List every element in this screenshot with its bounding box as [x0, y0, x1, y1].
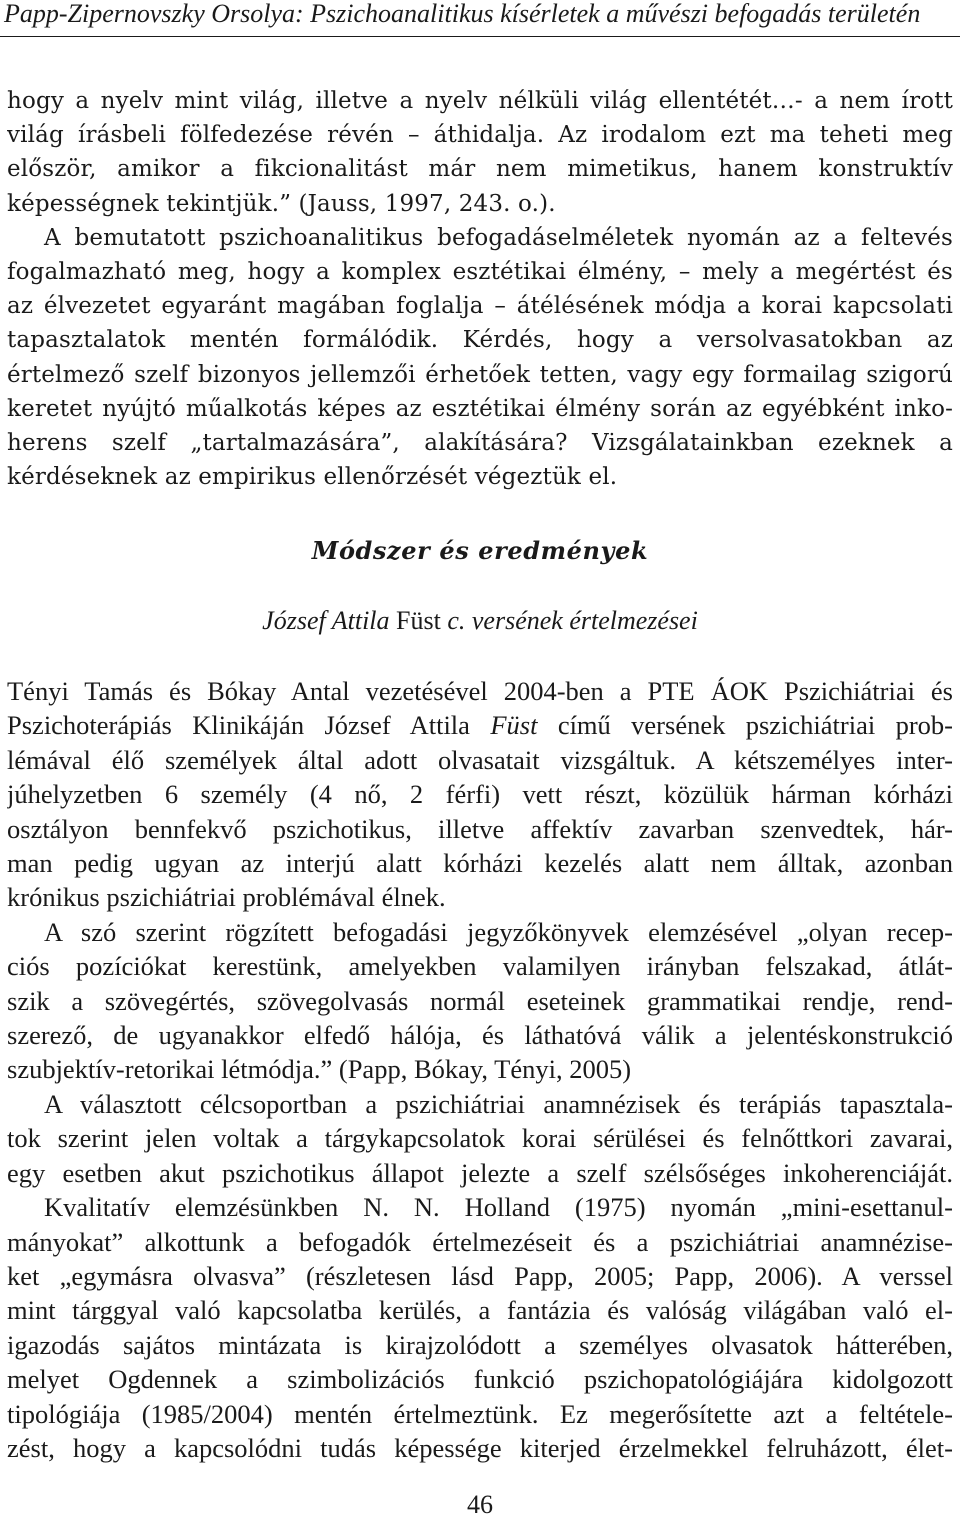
- poem-title: Füst: [490, 710, 538, 741]
- text-line: man pedig ugyan az interjú alatt kórházi kezelés alatt nem álltak, azonban: [7, 848, 953, 879]
- text-line: A szó szerint rögzített befogadási jegyzőkönyvek elemzésével „olyan recep-: [44, 916, 953, 947]
- text-line: ket „egymásra olvasva” (részletesen lásd Papp, 2005; Papp, 2006). A verssel: [7, 1260, 953, 1291]
- text-line: képességnek tekintjük.” (Jauss, 1997, 243. o.).: [7, 190, 556, 217]
- text-line: tok szerint jelen voltak a tárgykapcsolatok korai sérülései és felnőttkori zavarai,: [7, 1123, 953, 1154]
- subtitle-poet: József Attila: [262, 606, 390, 635]
- text-line: tipológiája (1985/2004) mentén értelmeztünk. Ez megerősítette azt a feltétele-: [7, 1398, 953, 1429]
- text-line: értelmező szelf bizonyos jellemzői érhetőek tetten, vagy egy formailag szigorú: [7, 361, 953, 388]
- text-line: hogy a nyelv mint világ, illetve a nyelv nélküli világ ellentétét…- a nem írott: [7, 88, 953, 114]
- text-fragment: Pszichoterápiás Klinikáján József Attila: [7, 710, 470, 741]
- text-line: krónikus pszichiátriai problémával élnek.: [7, 882, 446, 913]
- text-line: először, amikor a fikcionalitást már nem mimetikus, hanem konstruktív: [7, 156, 953, 183]
- method-paragraphs: [7, 674, 953, 1465]
- text-line: Tényi Tamás és Bókay Antal vezetésével 2004-ben a PTE ÁOK Pszichiátriai és: [7, 676, 953, 706]
- text-fragment: című versének pszichiátriai prob-: [557, 710, 953, 741]
- text-line: zést, hogy a kapcsolódni tudás képessége kiterjed érzelmekkel felruházott, élet-: [7, 1432, 953, 1463]
- text-line: osztályon bennfekvő pszichotikus, illetve affektív zavarban szenvedtek, hár-: [7, 813, 953, 844]
- subtitle-rest: c. versének értelmezései: [447, 606, 698, 635]
- text-line: herens szelf „tartalmazására”, alakítására? Vizsgálatainkban ezeknek a: [7, 429, 953, 456]
- header-rule: [0, 36, 960, 37]
- text-line: keretet nyújtó műalkotás képes az esztétikai élmény során az egyébként inko-: [7, 395, 953, 422]
- text-line: A bemutatott pszichoanalitikus befogadáselméletek nyomán az a feltevés: [44, 224, 953, 251]
- text-line: szerező, de ugyanakkor elfedő hálója, és láthatóvá válik a jelentéskonstrukció: [7, 1020, 953, 1051]
- text-line: ciós pozíciókat kerestünk, amelyekben valamilyen irányban felszakad, átlát-: [7, 951, 953, 982]
- text-line: Kvalitatív elemzésünkben N. N. Holland (1975) nyomán „mini-esettanul-: [44, 1192, 953, 1223]
- text-line: világ írásbeli fölfedezése révén – áthidalja. Az irodalom ezt ma teheti meg: [7, 122, 953, 149]
- text-line: mányokat” alkottunk a befogadók értelmezéseit és a pszichiátriai anamnézise-: [7, 1226, 953, 1257]
- text-line: tapasztalatok mentén formálódik. Kérdés, hogy a versolvasatokban az: [7, 327, 953, 354]
- text-line: igazodás sajátos mintázata is kirajzolódott a személyes olvasatok hátterében,: [7, 1329, 953, 1360]
- text-line: szubjektív-retorikai létmódja.” (Papp, Bókay, Tényi, 2005): [7, 1054, 632, 1085]
- text-line: A választott célcsoportban a pszichiátriai anamnézisek és terápiás tapasztala-: [44, 1088, 953, 1119]
- text-line: az élvezetet egyaránt magában foglalja – átélésének módja a korai kapcsolati: [7, 293, 953, 320]
- subtitle-poem: Füst: [396, 606, 441, 635]
- text-line: júhelyzetben 6 személy (4 nő, 2 férfi) vett részt, közülük hárman kórházi: [7, 779, 953, 810]
- page-number: 46: [467, 1490, 493, 1519]
- intro-paragraphs: [7, 84, 953, 494]
- text-line: kérdéseknek az empirikus ellenőrzését végeztük el.: [7, 464, 618, 491]
- subsection-title: [0, 604, 960, 638]
- text-line: egy esetben akut pszichotikus állapot jelezte a szelf szélsőséges inkoherenciáját.: [7, 1157, 953, 1188]
- section-title: Módszer és eredmények: [311, 536, 649, 565]
- text-line: fogalmazható meg, hogy a komplex esztétikai élmény, – mely a megértést és: [7, 258, 953, 285]
- text-line: szik a szövegértés, szövegolvasás normál eseteinek grammatikai rendje, rend-: [7, 985, 953, 1016]
- text-line: lémával élő személyek által adott olvasatait vizsgáltuk. A kétszemélyes inter-: [7, 744, 953, 775]
- text-line: mint tárggyal való kapcsolatba kerülés, a fantázia és valóság világában való el-: [7, 1295, 953, 1326]
- text-line: melyet Ogdennek a szimbolizációs funkció pszichopatológiájára kidolgozott: [7, 1364, 953, 1395]
- text-line: [7, 708, 953, 742]
- running-header: Papp-Zipernovszky Orsolya: Pszichoanalitikus kísérletek a művészi befogadás területén: [4, 0, 921, 28]
